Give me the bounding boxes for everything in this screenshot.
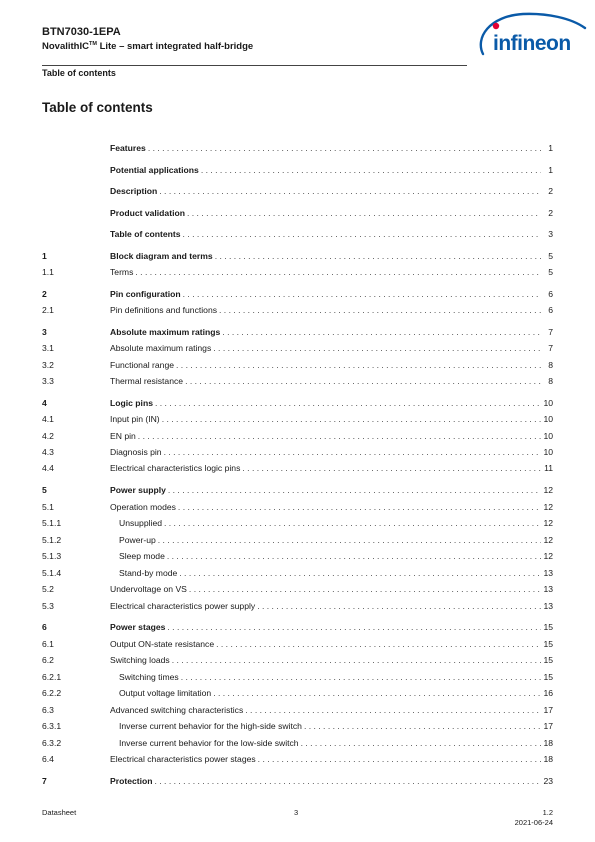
toc-leader-dots (164, 516, 541, 530)
header-section: Table of contents (42, 68, 116, 78)
toc-entry-body (110, 582, 553, 596)
toc-entry-body (119, 670, 553, 684)
toc-entry[interactable] (42, 774, 553, 788)
toc-leader-dots (155, 396, 541, 410)
toc-leader-dots (176, 358, 541, 372)
toc-entry-body (119, 566, 553, 580)
toc-entry-body (119, 533, 553, 547)
toc-entry[interactable] (42, 303, 553, 317)
toc-entry-page: 17 (543, 721, 553, 731)
toc-leader-dots (257, 599, 541, 613)
toc-entry[interactable] (42, 341, 553, 355)
toc-entry-page: 10 (543, 431, 553, 441)
toc-leader-dots (164, 445, 541, 459)
toc-entry-title: Switching loads (110, 655, 170, 665)
toc-entry[interactable] (42, 483, 553, 497)
toc-leader-dots (178, 500, 541, 514)
page-title: Table of contents (42, 100, 153, 115)
toc-leader-dots (222, 325, 541, 339)
toc-entry-title: Absolute maximum ratings (110, 343, 212, 353)
toc-entry-number: 5.1.4 (42, 568, 62, 578)
toc-entry-number: 5 (42, 485, 47, 495)
toc-entry-number: 4.4 (42, 463, 54, 473)
toc-entry-body (110, 303, 553, 317)
toc-leader-dots (245, 703, 541, 717)
toc-entry[interactable] (42, 163, 553, 177)
toc-entry-body (110, 500, 553, 514)
toc-entry[interactable] (42, 265, 553, 279)
toc-entry-title: Terms (110, 267, 134, 277)
logo-wordmark: infineon (493, 32, 571, 55)
toc-entry-body (110, 287, 553, 301)
toc-entry-title: Advanced switching characteristics (110, 705, 244, 715)
toc-entry[interactable] (42, 412, 553, 426)
toc-entry-number: 6 (42, 622, 47, 632)
toc-entry-number: 5.3 (42, 601, 54, 611)
toc-entry-number: 3 (42, 327, 47, 337)
toc-entry-number: 6.2.1 (42, 672, 62, 682)
toc-leader-dots (159, 184, 541, 198)
toc-entry-body (119, 549, 553, 563)
toc-entry-title: Electrical characteristics logic pins (110, 463, 241, 473)
toc-entry-title: Diagnosis pin (110, 447, 162, 457)
toc-entry[interactable] (42, 653, 553, 667)
toc-entry-body (110, 429, 553, 443)
toc-entry-body (110, 206, 553, 220)
toc-entry-page: 12 (543, 502, 553, 512)
toc-entry-page: 7 (548, 343, 553, 353)
toc-entry-body (110, 341, 553, 355)
toc-entry-number: 6.3.1 (42, 721, 62, 731)
toc-entry-page: 12 (543, 485, 553, 495)
toc-entry-body (110, 620, 553, 634)
toc-entry-number: 6.4 (42, 754, 54, 764)
toc-entry[interactable] (42, 461, 553, 475)
toc-entry-number: 3.3 (42, 376, 54, 386)
toc-leader-dots (179, 566, 541, 580)
toc-entry-page: 17 (543, 705, 553, 715)
toc-entry[interactable] (42, 249, 553, 263)
toc-entry-body (119, 516, 553, 530)
toc-entry-title: Product validation (110, 208, 185, 218)
toc-leader-dots (201, 163, 541, 177)
toc-entry-page: 15 (543, 672, 553, 682)
toc-leader-dots (185, 374, 541, 388)
toc-entry-page: 15 (543, 639, 553, 649)
toc-entry-body (110, 265, 553, 279)
toc-entry-page: 13 (543, 568, 553, 578)
toc-entry-page: 1 (548, 165, 553, 175)
toc-leader-dots (167, 549, 541, 563)
toc-entry-title: Input pin (IN) (110, 414, 160, 424)
toc-entry-number: 2 (42, 289, 47, 299)
footer-date: 2021-06-24 (514, 818, 553, 827)
footer-page-number: 3 (294, 808, 299, 817)
toc-leader-dots (213, 341, 541, 355)
toc-entry[interactable] (42, 396, 553, 410)
toc-entry-page: 10 (543, 447, 553, 457)
footer-version: 1.2 (542, 808, 553, 817)
toc-entry-title: Absolute maximum ratings (110, 327, 221, 337)
toc-entry-number: 4 (42, 398, 47, 408)
toc-entry-title: Electrical characteristics power stages (110, 754, 256, 764)
toc-entry[interactable] (42, 445, 553, 459)
toc-leader-dots (148, 141, 541, 155)
toc-entry-title: Inverse current behavior for the high-side switch (119, 721, 302, 731)
toc-entry-number: 6.3 (42, 705, 54, 715)
toc-leader-dots (181, 670, 541, 684)
toc-entry[interactable] (42, 736, 553, 750)
toc-entry[interactable] (42, 358, 553, 372)
toc-entry-title: Unsupplied (119, 518, 162, 528)
header-product: BTN7030-1EPA (42, 26, 121, 38)
toc-entry[interactable] (42, 599, 553, 613)
toc-entry[interactable] (42, 533, 553, 547)
toc-entry[interactable] (42, 287, 553, 301)
toc-leader-dots (183, 287, 541, 301)
toc-entry[interactable] (42, 637, 553, 651)
toc-entry-number: 5.1 (42, 502, 54, 512)
toc-entry-page: 5 (548, 251, 553, 261)
toc-entry[interactable] (42, 141, 553, 155)
toc-entry-body (119, 686, 553, 700)
toc-entry-title: Pin configuration (110, 289, 181, 299)
toc-leader-dots (172, 653, 541, 667)
toc-entry[interactable] (42, 325, 553, 339)
toc-entry-body (110, 637, 553, 651)
toc-entry-number: 6.3.2 (42, 738, 62, 748)
toc-entry[interactable] (42, 429, 553, 443)
toc-entry-number: 6.2.2 (42, 688, 62, 698)
toc-entry-body (110, 325, 553, 339)
toc-entry-page: 15 (543, 622, 553, 632)
toc-entry-body (110, 774, 553, 788)
toc-entry-number: 1.1 (42, 267, 54, 277)
toc-entry-number: 5.2 (42, 584, 54, 594)
toc-entry-title: Logic pins (110, 398, 153, 408)
toc-entry-body (110, 396, 553, 410)
toc-entry-number: 6.2 (42, 655, 54, 665)
toc-entry-page: 10 (543, 398, 553, 408)
toc-leader-dots (242, 461, 541, 475)
toc-entry[interactable] (42, 374, 553, 388)
toc-leader-dots (168, 483, 541, 497)
toc-entry[interactable] (42, 184, 553, 198)
toc-entry-title: Power stages (110, 622, 166, 632)
logo-dot (493, 23, 499, 29)
footer-version-date (515, 808, 553, 828)
toc-entry-page: 12 (543, 518, 553, 528)
toc-entry[interactable] (42, 549, 553, 563)
toc-entry-title: Functional range (110, 360, 175, 370)
subtitle-post: Lite – smart integrated half-bridge (96, 41, 254, 53)
toc-entry-title: Operation modes (110, 502, 176, 512)
toc-entry-number: 2.1 (42, 305, 54, 315)
toc-entry-page: 11 (544, 463, 553, 473)
toc-entry-title: Inverse current behavior for the low-side switch (119, 738, 299, 748)
toc-entry-body (110, 653, 553, 667)
toc-entry-body (110, 461, 553, 475)
toc-leader-dots (135, 265, 541, 279)
toc-entry[interactable] (42, 703, 553, 717)
toc-entry[interactable] (42, 620, 553, 634)
toc-leader-dots (219, 303, 541, 317)
toc-entry-title: Thermal resistance (110, 376, 184, 386)
toc-leader-dots (304, 719, 541, 733)
toc-entry-page: 1 (548, 143, 553, 153)
toc-leader-dots (158, 533, 541, 547)
toc-leader-dots (215, 249, 541, 263)
toc-entry-number: 5.1.1 (42, 518, 62, 528)
toc-entry-body (119, 719, 553, 733)
toc-entry[interactable] (42, 566, 553, 580)
toc-entry-title: EN pin (110, 431, 136, 441)
toc-entry-body (110, 599, 553, 613)
toc-entry-title: Potential applications (110, 165, 199, 175)
toc-entry-number: 4.2 (42, 431, 54, 441)
toc-entry[interactable] (42, 206, 553, 220)
toc-entry-body (110, 445, 553, 459)
toc-entry-number: 4.3 (42, 447, 54, 457)
toc-entry-page: 13 (543, 601, 553, 611)
subtitle-pre: NovalithIC (42, 41, 89, 53)
toc-entry-page: 6 (548, 289, 553, 299)
toc-entry-body (119, 736, 553, 750)
toc-entry-title: Electrical characteristics power supply (110, 601, 256, 611)
toc-entry-page: 15 (543, 655, 553, 665)
toc-entry[interactable] (42, 686, 553, 700)
toc-entry-page: 12 (543, 551, 553, 561)
toc-entry-title: Undervoltage on VS (110, 584, 187, 594)
toc-entry-body (110, 249, 553, 263)
toc-entry-page: 7 (548, 327, 553, 337)
toc-entry-title: Table of contents (110, 229, 181, 239)
infineon-logo (475, 10, 587, 66)
toc-entry-page: 3 (548, 229, 553, 239)
toc-entry-number: 3.2 (42, 360, 54, 370)
toc-leader-dots (213, 686, 541, 700)
toc-entry-number: 6.1 (42, 639, 54, 649)
header-subtitle (42, 41, 253, 52)
toc-entry-title: Protection (110, 776, 153, 786)
toc-entry-body (110, 374, 553, 388)
toc-entry[interactable] (42, 670, 553, 684)
toc-entry-body (110, 358, 553, 372)
toc-entry-body (110, 184, 553, 198)
toc-leader-dots (301, 736, 541, 750)
toc-entry-number: 4.1 (42, 414, 54, 424)
toc-leader-dots (167, 620, 541, 634)
trademark-sup: TM (88, 41, 97, 47)
toc-entry-page: 2 (548, 208, 553, 218)
toc-entry[interactable] (42, 719, 553, 733)
toc-entry-page: 12 (543, 535, 553, 545)
toc-entry-page: 10 (543, 414, 553, 424)
toc-entry-page: 5 (548, 267, 553, 277)
toc-entry-page: 16 (543, 688, 553, 698)
toc-leader-dots (138, 429, 541, 443)
toc-entry-title: Sleep mode (119, 551, 165, 561)
toc-entry[interactable] (42, 227, 553, 241)
toc-entry[interactable] (42, 516, 553, 530)
toc-entry-title: Description (110, 186, 158, 196)
toc-entry-title: Stand-by mode (119, 568, 178, 578)
toc-entry[interactable] (42, 582, 553, 596)
toc-entry-title: Switching times (119, 672, 179, 682)
header-rule (42, 65, 467, 66)
toc-entry-body (110, 141, 553, 155)
toc-entry-title: Power-up (119, 535, 156, 545)
toc-entry-number: 5.1.2 (42, 535, 62, 545)
toc-entry-number: 7 (42, 776, 47, 786)
toc-entry[interactable] (42, 500, 553, 514)
toc-leader-dots (258, 752, 541, 766)
toc-entry-body (110, 227, 553, 241)
toc-entry-title: Features (110, 143, 146, 153)
toc-entry[interactable] (42, 752, 553, 766)
toc-leader-dots (189, 582, 541, 596)
toc-entry-title: Power supply (110, 485, 166, 495)
toc-leader-dots (183, 227, 541, 241)
toc-entry-body (110, 412, 553, 426)
toc-leader-dots (187, 206, 541, 220)
toc-entry-page: 2 (548, 186, 553, 196)
toc-entry-page: 18 (543, 738, 553, 748)
toc-entry-page: 8 (548, 360, 553, 370)
toc-entry-page: 18 (543, 754, 553, 764)
toc-entry-page: 23 (543, 776, 553, 786)
footer-doc-type: Datasheet (42, 808, 77, 817)
toc-entry-title: Block diagram and terms (110, 251, 213, 261)
toc-leader-dots (216, 637, 541, 651)
toc-entry-title: Output ON-state resistance (110, 639, 215, 649)
toc-entry-body (110, 483, 553, 497)
toc-entry-number: 5.1.3 (42, 551, 62, 561)
toc-leader-dots (162, 412, 541, 426)
toc-entry-number: 1 (42, 251, 47, 261)
toc-entry-page: 13 (543, 584, 553, 594)
toc-entry-page: 8 (548, 376, 553, 386)
toc-entry-body (110, 703, 553, 717)
toc-entry-title: Output voltage limitation (119, 688, 212, 698)
toc-entry-number: 3.1 (42, 343, 54, 353)
toc-entry-page: 6 (548, 305, 553, 315)
toc-entry-body (110, 752, 553, 766)
toc-entry-title: Pin definitions and functions (110, 305, 218, 315)
toc-entry-body (110, 163, 553, 177)
toc-leader-dots (155, 774, 542, 788)
